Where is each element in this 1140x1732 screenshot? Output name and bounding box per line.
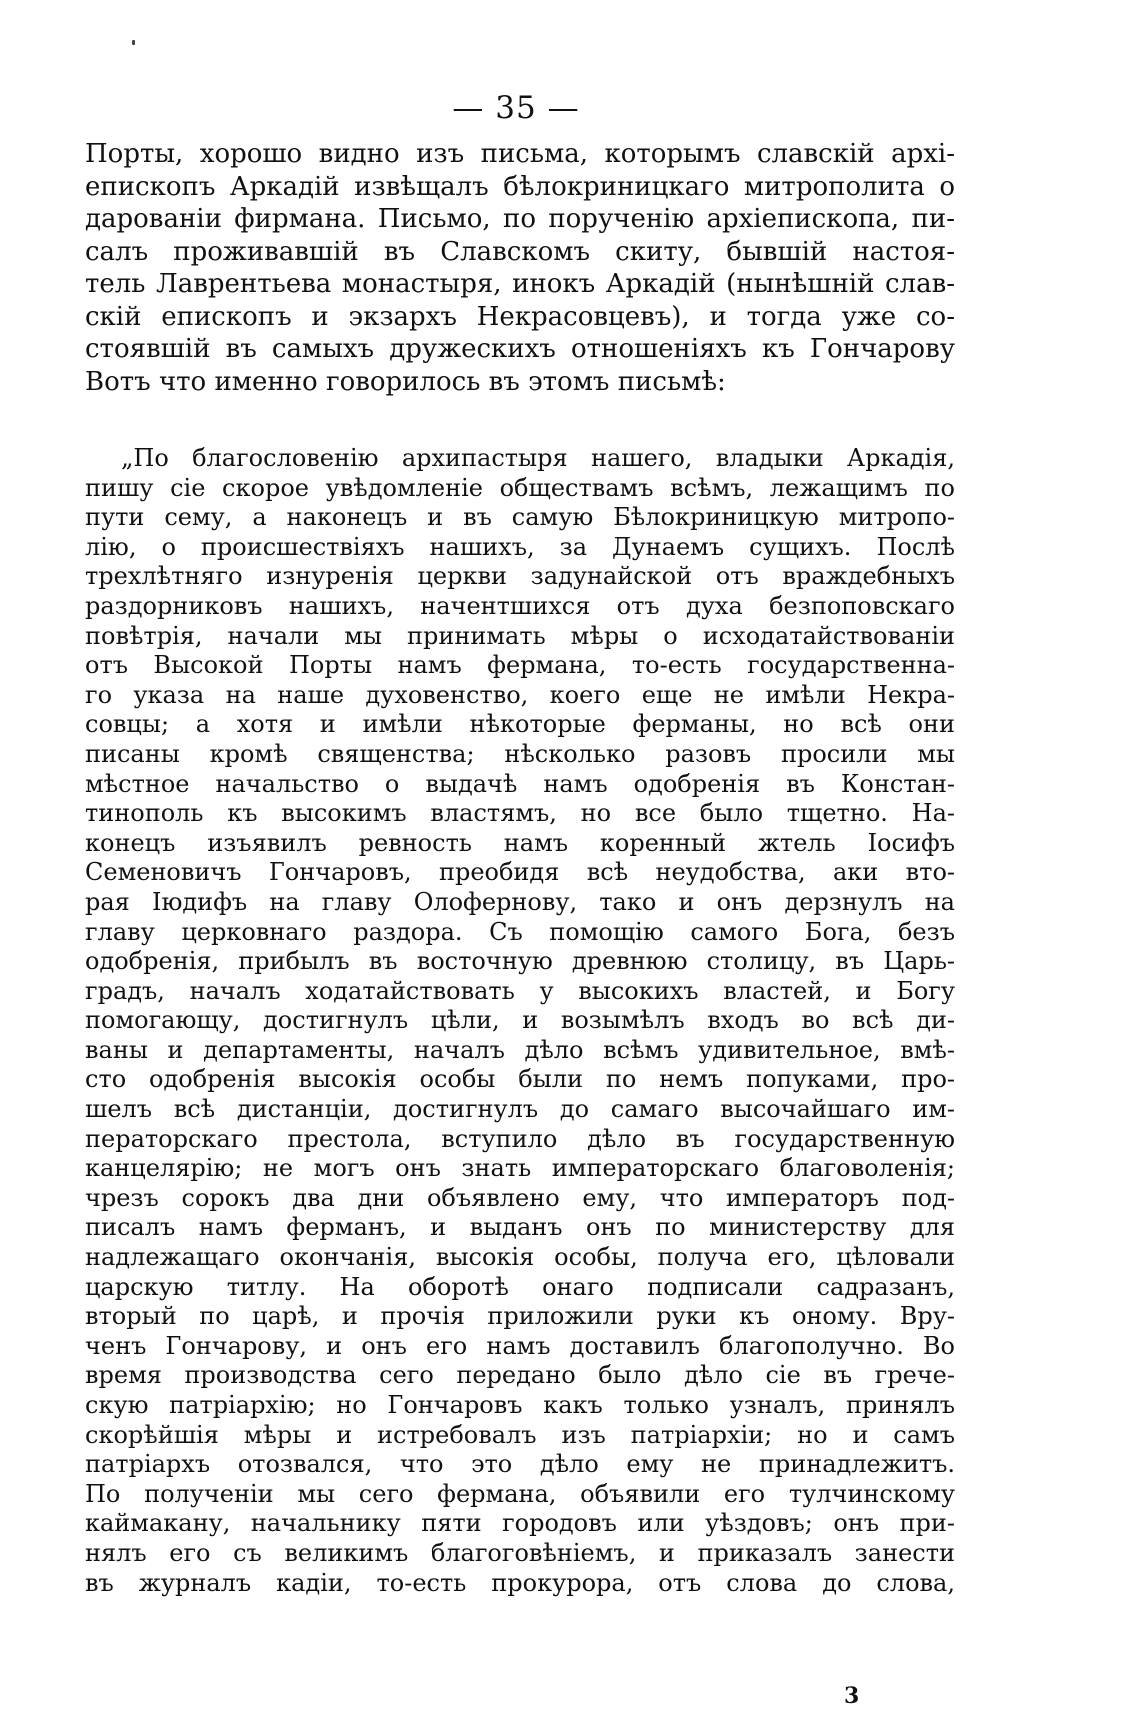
quote-line: шелъ всѣ дистанціи, достигнулъ до самаго высочайшаго им-: [85, 1095, 955, 1124]
quote-line: скую патріархію; но Гончаровъ какъ только узналъ, принялъ: [85, 1391, 955, 1419]
quote-line: писаны кромѣ священства; нѣсколько разовъ просили мы: [85, 739, 955, 768]
quote-line: мѣстное начальство о выдачѣ намъ одобренія въ Констан-: [85, 769, 955, 798]
intro-paragraph: [85, 138, 955, 398]
intro-line: дарованіи фирмана. Письмо, по порученію архіепископа, пи-: [85, 204, 955, 234]
intro-line: тель Лаврентьева монастыря, инокъ Аркадій (нынѣшній слав-: [85, 269, 955, 299]
quote-line: „По благословенію архипастыря нашего, владыки Аркадія,: [121, 444, 955, 472]
quote-line: канцелярію; не могъ онъ знать императорскаго благоволенія;: [85, 1154, 955, 1183]
signature-mark: 3: [844, 1683, 860, 1709]
intro-line: Порты, хорошо видно изъ письма, которымъ славскій архі-: [85, 139, 955, 169]
quote-line: скорѣйшія мѣры и истребовалъ изъ патріархіи; но и самъ: [85, 1420, 955, 1449]
quote-line: пишу сіе скорое увѣдомленіе обществамъ всѣмъ, лежащимъ по: [85, 473, 955, 502]
quote-line: ваны и департаменты, началъ дѣло всѣмъ удивительное, вмѣ-: [85, 1035, 955, 1064]
quote-line: надлежащаго окончанія, высокія особы, получа его, цѣловали: [85, 1243, 955, 1272]
quote-line: отъ Высокой Порты намъ фермана, то-есть государственна-: [85, 651, 955, 680]
quote-line: сто одобренія высокія особы были по немъ попуками, про-: [85, 1065, 955, 1094]
quote-line: въ журналъ кадіи, то-есть прокурора, отъ слова до слова,: [85, 1568, 955, 1597]
quote-line: По полученіи мы сего фермана, объявили его тулчинскому: [85, 1479, 955, 1508]
quoted-letter: [85, 444, 955, 1598]
quote-line: каймакану, начальнику пяти городовъ или уѣздовъ; онъ при-: [85, 1509, 955, 1538]
quote-line: патріархъ отозвался, что это дѣло ему не принадлежитъ.: [85, 1450, 955, 1479]
quote-line: повѣтрія, начали мы принимать мѣры о исходатайствованіи: [85, 621, 955, 650]
quote-line: ченъ Гончарову, и онъ его намъ доставилъ благополучно. Во: [85, 1331, 955, 1360]
quote-line: ператорскаго престола, вступило дѣло въ государственную: [85, 1124, 955, 1153]
intro-line: епископъ Аркадій извѣщалъ бѣлокриницкаго митрополита о: [85, 171, 955, 202]
quote-line: нялъ его съ великимъ благоговѣніемъ, и приказалъ занести: [85, 1538, 955, 1567]
quote-line: Семеновичъ Гончаровъ, преобидя всѣ неудобства, аки вто-: [85, 858, 955, 887]
quote-line: помогающу, достигнулъ цѣли, и возымѣлъ входъ во всѣ ди-: [85, 1006, 955, 1035]
quote-line: вторый по царѣ, и прочія приложили руки къ оному. Вру-: [85, 1302, 955, 1331]
quote-line: главу церковнаго раздора. Съ помощію самого Бога, безъ: [85, 917, 955, 946]
quote-line: пути сему, а наконецъ и въ самую Бѣлокриницкую митропо-: [85, 503, 955, 532]
quote-line: конецъ изъявилъ ревность намъ коренный жтель Іосифъ: [85, 828, 955, 857]
quote-line: рая Іюдифъ на главу Олофернову, тако и онъ дерзнулъ на: [85, 887, 955, 916]
intro-line: Вотъ что именно говорилось въ этомъ письмѣ:: [85, 366, 726, 397]
quote-line: раздорниковъ нашихъ, начентшихся отъ духа безпоповскаго: [85, 591, 955, 620]
page-number: — 35 —: [452, 90, 580, 126]
quote-line: одобренія, прибылъ въ восточную древнюю столицу, въ Царь-: [85, 947, 955, 976]
intro-line: салъ проживавшій въ Славскомъ скиту, бывшій настоя-: [85, 236, 955, 267]
quote-line: градъ, началъ ходатайствовать у высокихъ властей, и Богу: [85, 976, 955, 1005]
quote-line: го указа на наше духовенство, коего еще не имѣли Некра-: [85, 680, 955, 709]
quote-line: тинополь къ высокимъ властямъ, но все было тщетно. На-: [85, 799, 955, 828]
print-speck: [132, 40, 135, 45]
quote-line: совцы; а хотя и имѣли нѣкоторые ферманы, но всѣ они: [85, 710, 955, 739]
quote-line: трехлѣтняго изнуренія церкви задунайской отъ враждебныхъ: [85, 562, 955, 591]
quote-line: чрезъ сорокъ два дни объявлено ему, что императоръ под-: [85, 1183, 955, 1212]
quote-line: писалъ намъ ферманъ, и выданъ онъ по министерству для: [85, 1213, 955, 1242]
quote-line: царскую титлу. На оборотѣ онаго подписали садразанъ,: [85, 1272, 955, 1301]
quote-line: время производства сего передано было дѣло сіе въ грече-: [85, 1361, 955, 1390]
quote-line: лію, о происшествіяхъ нашихъ, за Дунаемъ сущихъ. Послѣ: [85, 532, 955, 561]
intro-line: скій епископъ и экзархъ Некрасовцевъ), и тогда уже со-: [85, 301, 955, 332]
intro-line: стоявшій въ самыхъ дружескихъ отношеніяхъ къ Гончарову: [85, 334, 955, 364]
